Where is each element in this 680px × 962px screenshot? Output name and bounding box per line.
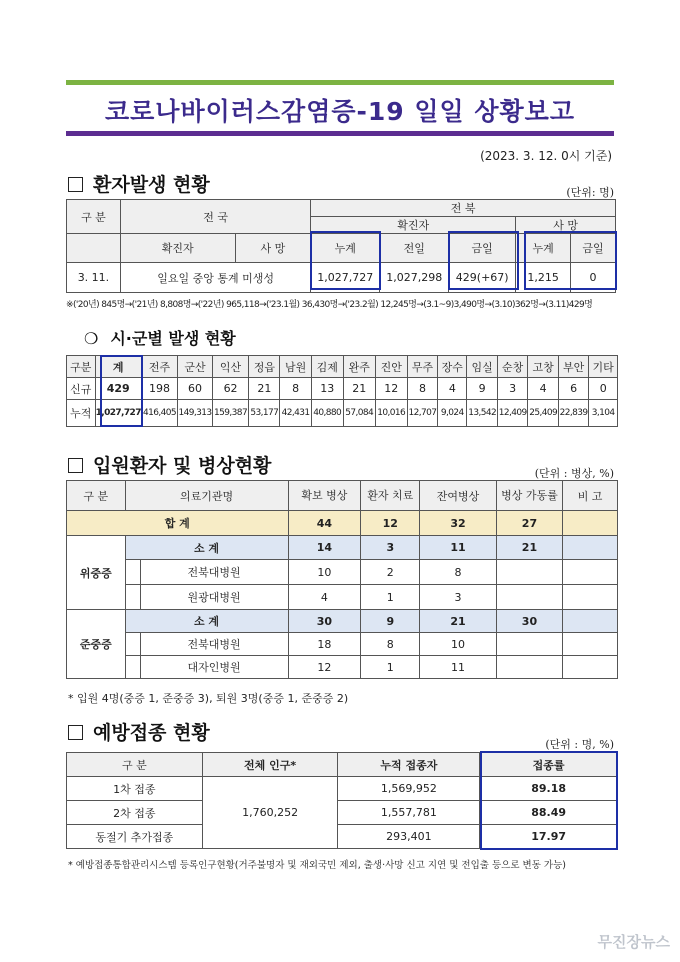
severe-sub-remaining: 11 [420, 536, 497, 560]
col-city: 군산 [178, 356, 213, 378]
col-prev: 전일 [380, 234, 449, 263]
cities-table [66, 355, 618, 427]
page-title: 코로나바이러스감염증-19 일일 상황보고 [105, 97, 575, 126]
dose-label: 2차 접종 [67, 801, 203, 825]
severe-sub-treated: 3 [361, 536, 420, 560]
col-population: 전체 인구* [202, 753, 338, 777]
severe-sub-secured: 14 [288, 536, 361, 560]
checkbox-icon [68, 177, 83, 192]
cum-cases-cell: 42,431 [280, 400, 311, 427]
report-date: (2023. 3. 12. 0시 기준) [480, 149, 612, 163]
semi-row-secured: 18 [288, 633, 361, 656]
total-secured: 44 [288, 511, 361, 536]
severe-hospital-name: 전북대병원 [140, 560, 288, 585]
cum-cases-cell: 13,542 [467, 400, 497, 427]
col-secured: 확보 병상 [288, 481, 361, 511]
new-cases-cell: 9 [467, 378, 497, 400]
semi-sub-treated: 9 [361, 610, 420, 633]
population-value: 1,760,252 [202, 777, 338, 849]
cum-cases-cell: 22,839 [558, 400, 588, 427]
col-total: 계 [95, 356, 141, 378]
severe-sub-rate: 21 [496, 536, 562, 560]
col-city: 장수 [438, 356, 467, 378]
semi-row-treated: 8 [361, 633, 420, 656]
section-vaccine-heading: 예방접종 현황 [68, 718, 210, 745]
severe-row-treated: 2 [361, 560, 420, 585]
new-cases-cell: 62 [212, 378, 248, 400]
semi-row-secured: 12 [288, 656, 361, 679]
col-jb-death: 사 망 [516, 217, 616, 234]
col-death: 사 망 [235, 234, 311, 263]
death-today: 0 [571, 263, 616, 293]
severe-row-remaining: 3 [420, 585, 497, 610]
semi-sub-rate: 30 [496, 610, 562, 633]
header-bar-bottom [66, 131, 614, 136]
severe-row-treated: 1 [361, 585, 420, 610]
confirmed-cum: 1,027,727 [311, 263, 380, 293]
highlight-death [524, 231, 617, 290]
checkbox-icon [68, 458, 83, 473]
total-remaining: 32 [420, 511, 497, 536]
semi-sub-remaining: 21 [420, 610, 497, 633]
col-death-cum: 누계 [516, 234, 571, 263]
cum-cases-cell: 57,084 [343, 400, 375, 427]
semi-sub-secured: 30 [288, 610, 361, 633]
highlight-rate-col [480, 751, 618, 850]
col-jb-confirmed: 확진자 [311, 217, 516, 234]
watermark-logo: 무진장뉴스 [597, 933, 670, 951]
col-rate: 병상 가동률 [496, 481, 562, 511]
col-rate: 접종률 [480, 753, 618, 777]
checkbox-icon [68, 725, 83, 740]
section-cities-heading: ❍ 시·군별 발생 현황 [84, 329, 236, 348]
col-city: 무주 [407, 356, 437, 378]
confirmed-today: 429(+67) [449, 263, 516, 293]
rate-value: 17.97 [480, 825, 618, 849]
col-treated: 환자 치료 [361, 481, 420, 511]
col-city: 남원 [280, 356, 311, 378]
new-cases-cell: 3 [497, 378, 527, 400]
col-jeonbuk: 전 북 [311, 200, 616, 217]
vaccine-footnote: * 예방접종통합관리시스템 등록인구현황(거주불명자 및 재외국민 제외, 출생·사망 신고 지연 및 전입출 등으로 변동 가능) [68, 860, 566, 871]
col-cum: 누계 [311, 234, 380, 263]
dose-label: 동절기 추가접종 [67, 825, 203, 849]
severe-hospital-name: 원광대병원 [140, 585, 288, 610]
semi-row-remaining: 10 [420, 633, 497, 656]
severe-subtotal-label: 소 계 [125, 536, 288, 560]
new-cases-cell: 429 [95, 378, 141, 400]
cum-cases-cell: 1,027,727 [95, 400, 141, 427]
row-label-new: 신규 [67, 378, 96, 400]
col-gubun: 구 분 [67, 753, 203, 777]
col-city: 진안 [375, 356, 407, 378]
semi-hospital-name: 대자인병원 [140, 656, 288, 679]
severe-row-remaining: 8 [420, 560, 497, 585]
col-city: 순창 [497, 356, 527, 378]
total-rate: 27 [496, 511, 562, 536]
vaccinated-value: 1,557,781 [338, 801, 480, 825]
new-cases-cell: 0 [589, 378, 618, 400]
cum-cases-cell: 12,409 [497, 400, 527, 427]
new-cases-cell: 8 [407, 378, 437, 400]
new-cases-cell: 60 [178, 378, 213, 400]
vaccinated-value: 1,569,952 [338, 777, 480, 801]
col-city: 정읍 [249, 356, 280, 378]
dose-label: 1차 접종 [67, 777, 203, 801]
col-gubun: 구분 [67, 356, 96, 378]
new-cases-cell: 8 [280, 378, 311, 400]
row-date: 3. 11. [67, 263, 121, 293]
col-city: 임실 [467, 356, 497, 378]
col-vaccinated: 누적 접종자 [338, 753, 480, 777]
semi-row-treated: 1 [361, 656, 420, 679]
col-city: 김제 [311, 356, 343, 378]
highlight-cum [310, 231, 381, 290]
col-confirmed: 확진자 [120, 234, 235, 263]
cum-cases-cell: 159,387 [212, 400, 248, 427]
death-cum: 1,215 [516, 263, 571, 293]
patients-unit: (단위: 명) [566, 186, 614, 199]
new-cases-cell: 21 [249, 378, 280, 400]
highlight-today [448, 231, 519, 290]
cum-cases-cell: 53,177 [249, 400, 280, 427]
new-cases-cell: 4 [438, 378, 467, 400]
vaccine-unit: (단위 : 명, %) [545, 738, 614, 751]
section-patients-heading: 환자발생 현황 [68, 170, 210, 197]
confirmed-prev: 1,027,298 [380, 263, 449, 293]
highlight-total-col [100, 355, 143, 427]
section-beds-heading: 입원환자 및 병상현황 [68, 451, 271, 478]
cum-cases-cell: 12,707 [407, 400, 437, 427]
national-note: 일요일 중앙 통계 미생성 [120, 263, 310, 293]
severe-row-secured: 4 [288, 585, 361, 610]
cum-cases-cell: 149,313 [178, 400, 213, 427]
semi-row-remaining: 11 [420, 656, 497, 679]
beds-unit: (단위 : 병상, %) [534, 467, 614, 480]
rate-value: 88.49 [480, 801, 618, 825]
new-cases-cell: 13 [311, 378, 343, 400]
new-cases-cell: 21 [343, 378, 375, 400]
semi-hospital-name: 전북대병원 [140, 633, 288, 656]
severe-row-secured: 10 [288, 560, 361, 585]
col-national: 전 국 [120, 200, 310, 234]
total-treated: 12 [361, 511, 420, 536]
col-city: 완주 [343, 356, 375, 378]
col-city: 익산 [212, 356, 248, 378]
beds-table [66, 480, 618, 679]
rate-value: 89.18 [480, 777, 618, 801]
col-remaining: 잔여병상 [420, 481, 497, 511]
col-city: 부안 [558, 356, 588, 378]
cum-cases-cell: 3,104 [589, 400, 618, 427]
cum-cases-cell: 416,405 [141, 400, 177, 427]
new-cases-cell: 12 [375, 378, 407, 400]
col-city: 전주 [141, 356, 177, 378]
col-death-today: 금일 [571, 234, 616, 263]
patients-footnote: ※('20년) 845명→('21년) 8,808명→('22년) 965,118→('23.1월) 36,430명→('23.2월) 12,245명→(3.1~9)3,490명→(3.10)362명→(3.11)429명 [66, 300, 593, 310]
total-label: 합 계 [67, 511, 289, 536]
cum-cases-cell: 10,016 [375, 400, 407, 427]
col-gubun: 구 분 [67, 200, 121, 234]
severe-label: 위중증 [67, 536, 126, 610]
cum-cases-cell: 9,024 [438, 400, 467, 427]
new-cases-cell: 198 [141, 378, 177, 400]
header-bar-top [66, 80, 614, 85]
col-today: 금일 [449, 234, 516, 263]
row-label-cum: 누적 [67, 400, 96, 427]
new-cases-cell: 4 [528, 378, 558, 400]
cum-cases-cell: 25,409 [528, 400, 558, 427]
circle-bullet-icon: ❍ [84, 329, 99, 348]
vaccinated-value: 293,401 [338, 825, 480, 849]
semi-severe-label: 준중증 [67, 610, 126, 679]
col-city: 고창 [528, 356, 558, 378]
beds-footnote: * 입원 4명(중증 1, 준중증 3), 퇴원 3명(중증 1, 준중증 2) [68, 692, 349, 705]
semi-subtotal-label: 소 계 [125, 610, 288, 633]
col-note: 비 고 [563, 481, 618, 511]
cum-cases-cell: 40,880 [311, 400, 343, 427]
col-gubun: 구 분 [67, 481, 126, 511]
new-cases-cell: 6 [558, 378, 588, 400]
col-city: 기타 [589, 356, 618, 378]
col-institution: 의료기관명 [125, 481, 288, 511]
